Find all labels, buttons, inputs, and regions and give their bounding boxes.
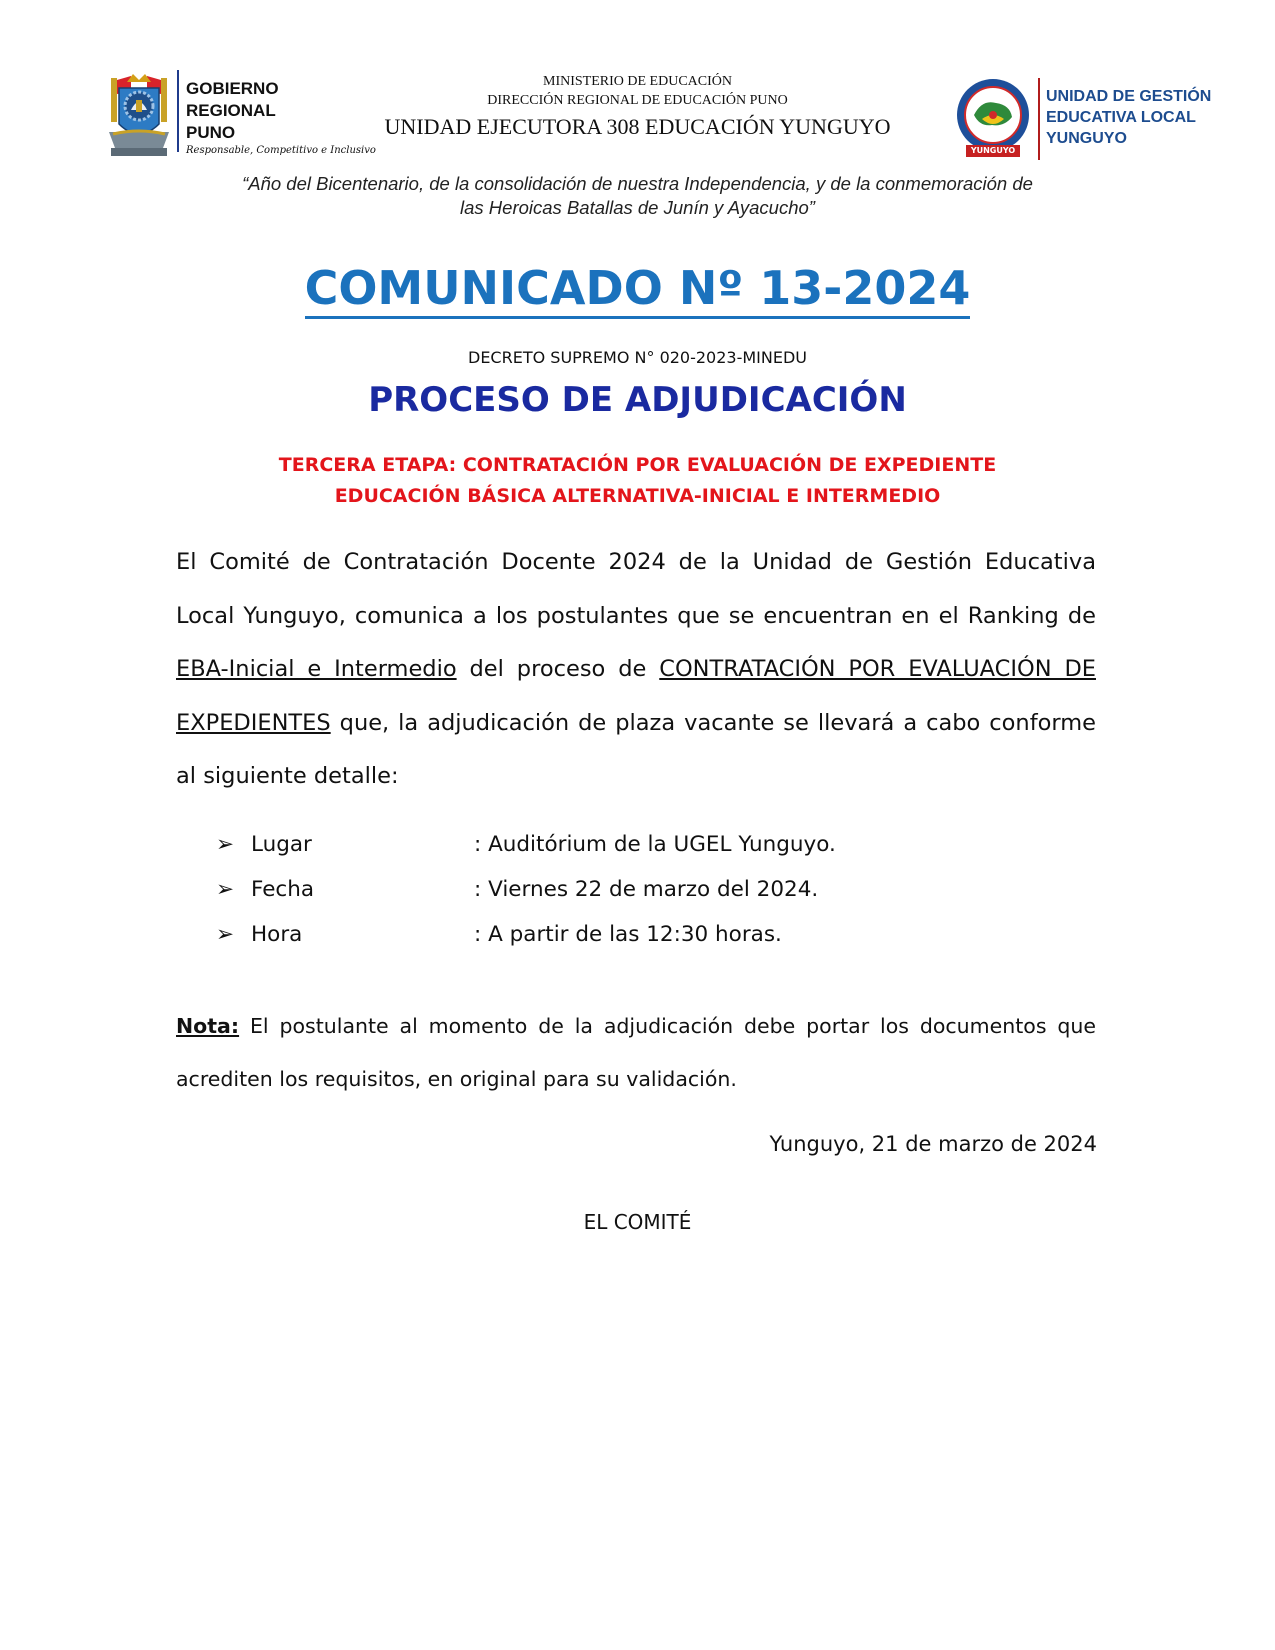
signature-committee: EL COMITÉ [583,1210,692,1234]
detail-label: Lugar [251,832,312,857]
place-and-date: Yunguyo, 21 de marzo de 2024 [769,1132,1097,1156]
regional-government-name [186,78,279,144]
arrow-bullet-icon: ➢ [216,922,235,947]
detail-value: : A partir de las 12:30 horas. [474,922,782,947]
year-motto-line: “Año del Bicentenario, de la consolidación de nuestra Independencia, y de la conmemoración de [242,173,1033,194]
regional-government-line: GOBIERNO [186,79,279,98]
note-paragraph [176,1000,1096,1106]
year-motto [160,172,1115,220]
ministry-name: MINISTERIO DE EDUCACIÓN [543,74,732,89]
right-header-divider [1038,78,1040,160]
process-heading: PROCESO DE ADJUDICACIÓN [368,380,907,420]
ugel-name [1046,86,1211,149]
left-header-divider [177,70,179,152]
detail-label: Fecha [251,877,315,902]
executing-unit-name: UNIDAD EJECUTORA 308 EDUCACIÓN YUNGUYO [384,114,891,139]
document-title: COMUNICADO Nº 13-2024 [305,262,971,319]
regional-direction-name: DIRECCIÓN REGIONAL DE EDUCACIÓN PUNO [487,93,788,108]
detail-value: : Viernes 22 de marzo del 2024. [474,877,819,902]
paragraph-text: que, la adjudicación de plaza vacante se llevará a cabo conforme al siguiente detalle: [176,709,1096,789]
detail-value: : Auditórium de la UGEL Yunguyo. [474,832,836,857]
paragraph-underlined-text: EBA-Inicial e Intermedio [176,656,457,682]
regional-government-slogan: Responsable, Competitivo e Inclusivo [186,145,376,156]
arrow-bullet-icon: ➢ [216,877,235,902]
ugel-name-line: YUNGUYO [1046,130,1127,147]
document-title-wrapper [0,262,1275,319]
paragraph-text: del proceso de [456,656,660,682]
ugel-name-line: UNIDAD DE GESTIÓN [1046,88,1212,105]
note-label: Nota: [176,1014,240,1038]
decree-reference: DECRETO SUPREMO N° 020-2023-MINEDU [468,348,807,367]
stage-heading-line: TERCERA ETAPA: CONTRATACIÓN POR EVALUACIÓN DE EXPEDIENTE [278,454,997,476]
paragraph-text: El Comité de Contratación Docente 2024 de la Unidad de Gestión Educativa Local Yunguyo, comunica a los postulantes que se encuentran en el Ranking de [176,549,1096,629]
regional-government-line: REGIONAL [186,101,276,120]
header-institution-block [330,72,945,142]
note-text: El postulante al momento de la adjudicación debe portar los documentos que acrediten los requisitos, en original para su validación. [176,1014,1096,1091]
regional-government-line: PUNO [186,123,236,142]
ugel-seal-label: YUNGUYO [970,146,1016,155]
regional-coat-of-arms-icon [103,72,175,160]
paragraph-underlined-text: CONTRATACIÓN POR EVALUACIÓN DE EXPEDIENTES [176,656,1096,736]
stage-heading-line: EDUCACIÓN BÁSICA ALTERNATIVA-INICIAL E INTERMEDIO [334,485,941,507]
arrow-bullet-icon: ➢ [216,832,235,857]
year-motto-line: las Heroicas Batallas de Junín y Ayacucho” [460,197,815,218]
regional-government-logo [103,72,175,160]
ugel-name-line: EDUCATIVA LOCAL [1046,109,1196,126]
ugel-logo [952,75,1034,161]
announcement-paragraph [176,536,1096,804]
detail-label: Hora [251,922,303,947]
stage-heading [0,450,1275,512]
